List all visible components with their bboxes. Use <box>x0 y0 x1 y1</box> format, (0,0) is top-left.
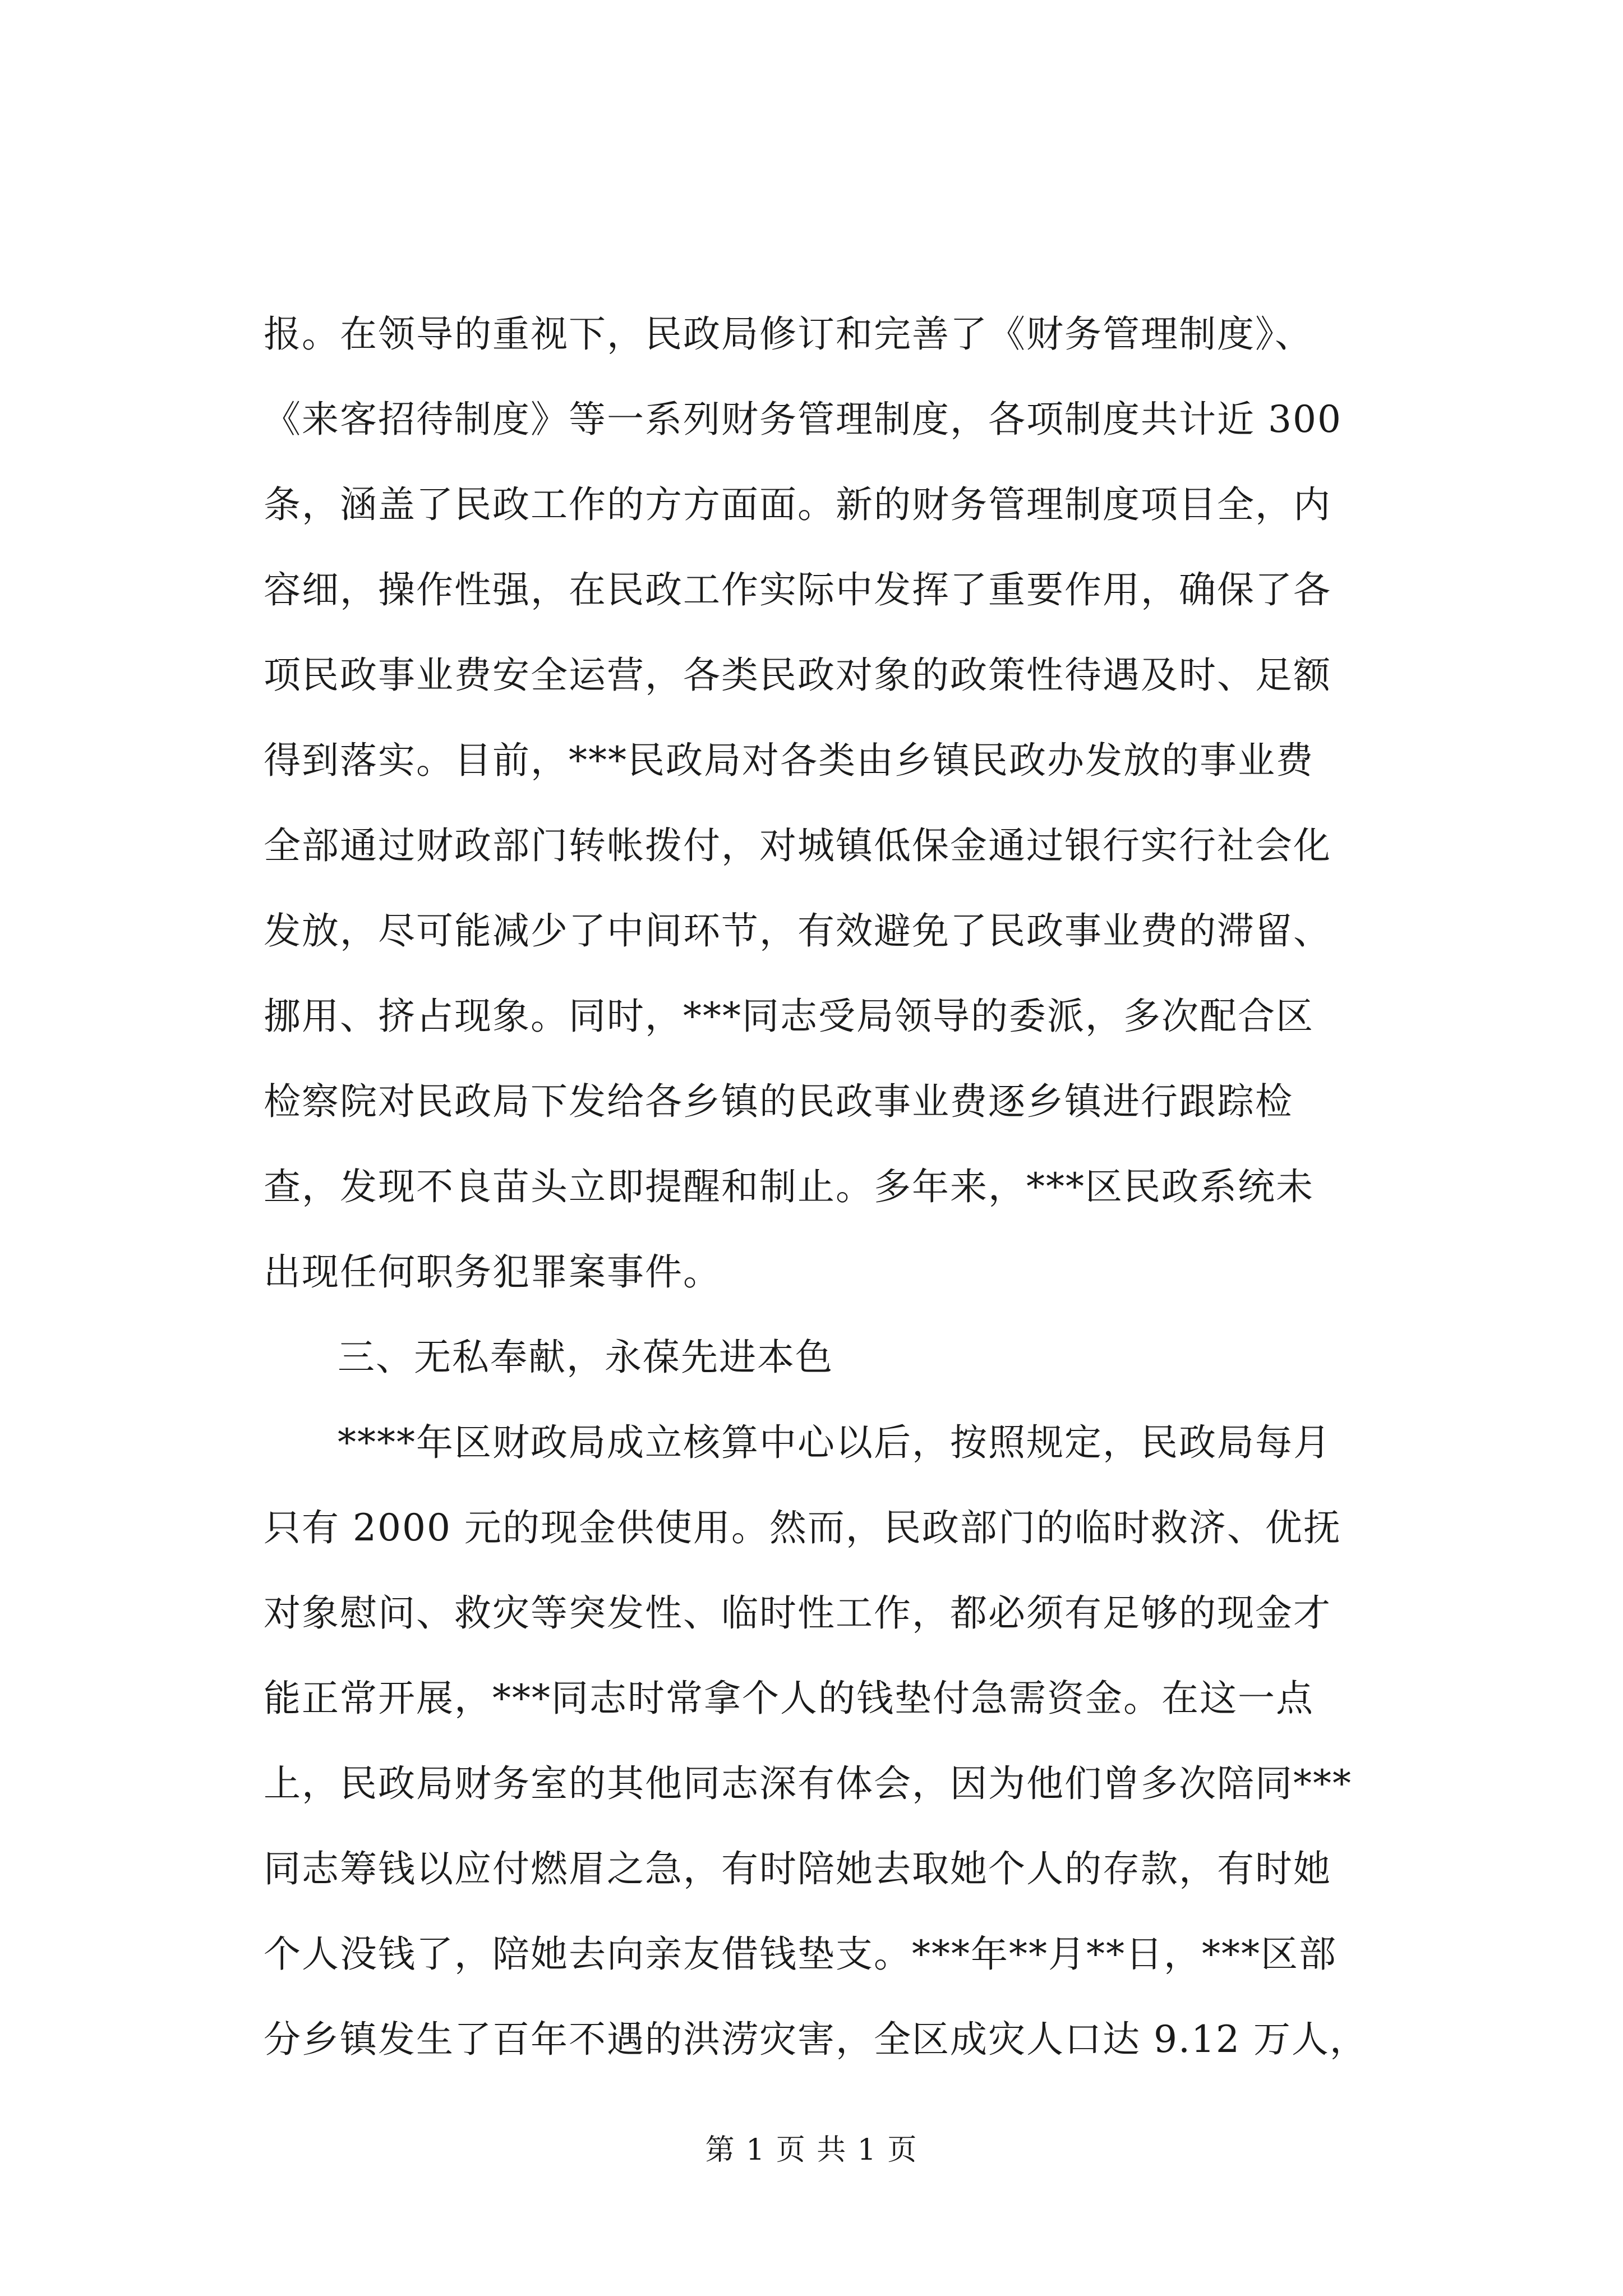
text-line: 个人没钱了，陪她去向亲友借钱垫支。***年**月**日，***区部 <box>264 1932 1337 1976</box>
page-footer: 第 1 页 共 1 页 <box>705 2133 918 2167</box>
text-line: 发放，尽可能减少了中间环节，有效避免了民政事业费的滞留、 <box>264 909 1331 953</box>
text-line: 分乡镇发生了百年不遇的洪涝灾害，全区成灾人口达 9.12 万人， <box>264 2018 1368 2061</box>
text-line: 能正常开展，***同志时常拿个人的钱垫付急需资金。在这一点 <box>264 1677 1314 1720</box>
text-line: 查，发现不良苗头立即提醒和制止。多年来，***区民政系统未 <box>264 1165 1314 1208</box>
text-line: 检察院对民政局下发给各乡镇的民政事业费逐乡镇进行跟踪检 <box>264 1080 1293 1123</box>
text-line: 同志筹钱以应付燃眉之急，有时陪她去取她个人的存款，有时她 <box>264 1847 1331 1890</box>
text-line: 《来客招待制度》等一系列财务管理制度，各项制度共计近 300 <box>264 398 1342 441</box>
text-line: 对象慰问、救灾等突发性、临时性工作，都必须有足够的现金才 <box>264 1591 1331 1635</box>
text-line: 条，涵盖了民政工作的方方面面。新的财务管理制度项目全，内 <box>264 483 1331 526</box>
text-line: 上，民政局财务室的其他同志深有体会，因为他们曾多次陪同*** <box>264 1762 1352 1805</box>
text-line: 项民政事业费安全运营，各类民政对象的政策性待遇及时、足额 <box>264 654 1331 697</box>
text-line: 出现任何职务犯罪案事件。 <box>264 1250 721 1294</box>
section-heading: 三、无私奉献，永葆先进本色 <box>338 1336 833 1379</box>
text-line: 得到落实。目前，***民政局对各类由乡镇民政办发放的事业费 <box>264 739 1314 782</box>
text-line: 全部通过财政部门转帐拨付，对城镇低保金通过银行实行社会化 <box>264 824 1331 867</box>
text-line: 只有 2000 元的现金供使用。然而，民政部门的临时救济、优抚 <box>264 1506 1341 1549</box>
text-line: 容细，操作性强，在民政工作实际中发挥了重要作用，确保了各 <box>264 568 1331 611</box>
text-line: ****年区财政局成立核算中心以后，按照规定，民政局每月 <box>338 1421 1331 1464</box>
text-line: 挪用、挤占现象。同时，***同志受局领导的委派，多次配合区 <box>264 995 1314 1038</box>
document-body <box>264 292 1374 2082</box>
text-line: 报。在领导的重视下，民政局修订和完善了《财务管理制度》、 <box>264 312 1313 356</box>
